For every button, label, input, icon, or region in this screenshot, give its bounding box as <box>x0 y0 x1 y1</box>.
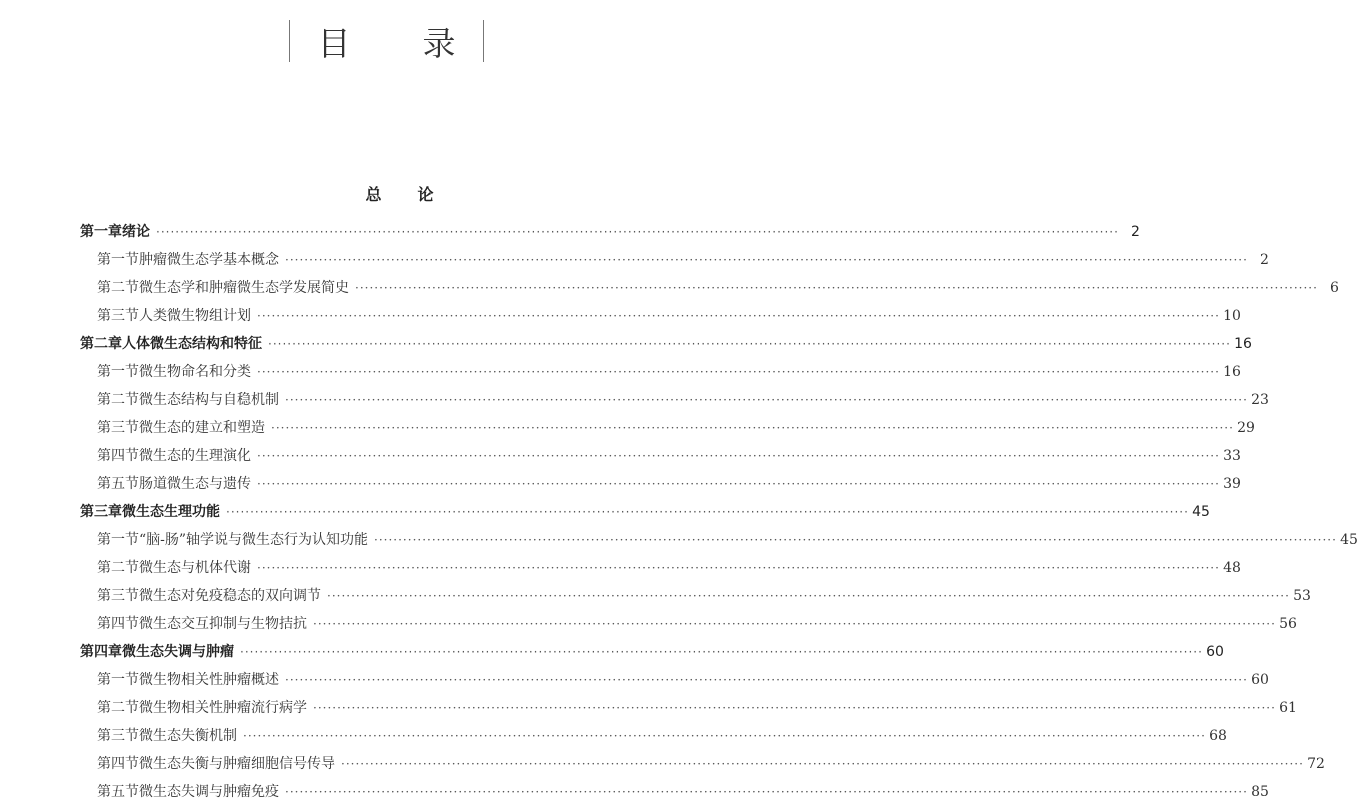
heading-char-2: 录 <box>422 23 456 63</box>
entry-number: 第四节 <box>97 448 139 464</box>
toc-section-entry[interactable] <box>97 358 1241 386</box>
leader-dots: ········································································································································································································ <box>257 365 1220 379</box>
entry-page-number: 72 <box>1307 756 1325 772</box>
entry-number: 第四节 <box>97 616 139 632</box>
leader-dots: ········································································································································································································ <box>156 225 1119 239</box>
section-title: 总论 <box>365 185 470 204</box>
entry-number: 第五节 <box>97 476 139 492</box>
entry-page-number: 2 <box>1259 252 1269 268</box>
toc-chapter-entry[interactable] <box>80 498 1210 526</box>
toc-section-entry[interactable] <box>97 694 1297 722</box>
entry-page-number: 39 <box>1223 476 1241 492</box>
entry-page-number: 60 <box>1251 672 1269 688</box>
leader-dots: ········································································································································································································ <box>285 253 1248 267</box>
entry-title: 绪论 <box>122 224 150 240</box>
entry-title: 微生态生理功能 <box>122 504 220 520</box>
entry-page-number: 60 <box>1206 644 1224 660</box>
page-heading <box>289 20 484 62</box>
toc-section-entry[interactable] <box>97 582 1311 610</box>
entry-title: 微生物相关性肿瘤流行病学 <box>139 700 307 716</box>
toc-chapter-entry[interactable] <box>80 638 1224 666</box>
toc-section-entry[interactable] <box>97 722 1227 750</box>
leader-dots: ········································································································································································································ <box>226 505 1189 519</box>
leader-dots: ········································································································································································································ <box>257 449 1220 463</box>
entry-page-number: 48 <box>1223 560 1241 576</box>
entry-page-number: 61 <box>1279 700 1297 716</box>
entry-title: 肿瘤微生态学基本概念 <box>139 252 279 268</box>
leader-dots: ········································································································································································································ <box>341 757 1304 771</box>
leader-dots: ········································································································································································································ <box>243 729 1206 743</box>
entry-number: 第二章 <box>80 336 122 352</box>
toc-chapter-entry[interactable] <box>80 218 1140 246</box>
leader-dots: ········································································································································································································ <box>257 309 1220 323</box>
leader-dots: ········································································································································································································ <box>268 337 1231 351</box>
entry-number: 第四章 <box>80 644 122 660</box>
leader-dots: ········································································································································································································ <box>257 561 1220 575</box>
leader-dots: ········································································································································································································ <box>313 701 1276 715</box>
toc-section-entry[interactable] <box>97 610 1297 638</box>
entry-title: 微生态对免疫稳态的双向调节 <box>139 588 321 604</box>
entry-number: 第三节 <box>97 308 139 324</box>
toc-chapter-entry[interactable] <box>80 330 1252 358</box>
toc-section-entry[interactable] <box>97 470 1241 498</box>
toc-section-entry[interactable] <box>97 778 1269 806</box>
toc-section-entry[interactable] <box>97 414 1255 442</box>
entry-title: 肠道微生态与遗传 <box>139 476 251 492</box>
entry-number: 第二节 <box>97 392 139 408</box>
entry-title: 微生态学和肿瘤微生态学发展简史 <box>139 280 349 296</box>
entry-number: 第二节 <box>97 560 139 576</box>
entry-page-number: 2 <box>1130 224 1140 240</box>
leader-dots: ········································································································································································································ <box>327 589 1290 603</box>
entry-title: 微生态的建立和塑造 <box>139 420 265 436</box>
entry-number: 第二节 <box>97 700 139 716</box>
leader-dots: ········································································································································································································ <box>313 617 1276 631</box>
leader-dots: ········································································································································································································ <box>271 421 1234 435</box>
entry-page-number: 85 <box>1251 784 1269 800</box>
leader-dots: ········································································································································································································ <box>374 533 1337 547</box>
entry-title: 微生态的生理演化 <box>139 448 251 464</box>
toc-section-entry[interactable] <box>97 246 1269 274</box>
entry-title: 微生态交互抑制与生物拮抗 <box>139 616 307 632</box>
toc-section-entry[interactable] <box>97 442 1241 470</box>
entry-title: 微生物相关性肿瘤概述 <box>139 672 279 688</box>
entry-page-number: 29 <box>1237 420 1255 436</box>
entry-page-number: 68 <box>1209 728 1227 744</box>
toc-section-entry[interactable] <box>97 274 1339 302</box>
entry-page-number: 10 <box>1223 308 1241 324</box>
entry-title: 微生物命名和分类 <box>139 364 251 380</box>
entry-page-number: 33 <box>1223 448 1241 464</box>
heading-char-1: 目 <box>317 23 351 63</box>
leader-dots: ········································································································································································································ <box>285 785 1248 799</box>
leader-dots: ········································································································································································································ <box>355 281 1318 295</box>
leader-dots: ········································································································································································································ <box>240 645 1203 659</box>
entry-number: 第三节 <box>97 420 139 436</box>
toc-section-entry[interactable] <box>97 386 1269 414</box>
entry-number: 第二节 <box>97 280 139 296</box>
entry-number: 第一章 <box>80 224 122 240</box>
leader-dots: ········································································································································································································ <box>257 477 1220 491</box>
entry-number: 第一节 <box>97 532 139 548</box>
entry-title: 人体微生态结构和特征 <box>122 336 262 352</box>
entry-title: “脑-肠”轴学说与微生态行为认知功能 <box>139 532 369 548</box>
entry-title: 人类微生物组计划 <box>139 308 251 324</box>
leader-dots: ········································································································································································································ <box>285 673 1248 687</box>
entry-title: 微生态失衡机制 <box>139 728 237 744</box>
entry-title: 微生态失衡与肿瘤细胞信号传导 <box>139 756 335 772</box>
entry-page-number: 45 <box>1192 504 1210 520</box>
entry-number: 第三节 <box>97 728 139 744</box>
entry-number: 第三章 <box>80 504 122 520</box>
entry-page-number: 23 <box>1251 392 1269 408</box>
entry-page-number: 53 <box>1293 588 1311 604</box>
entry-number: 第一节 <box>97 364 139 380</box>
toc-section-entry[interactable] <box>97 526 1358 554</box>
entry-page-number: 16 <box>1234 336 1252 352</box>
toc-section-entry[interactable] <box>97 554 1241 582</box>
toc-section-entry[interactable] <box>97 666 1269 694</box>
entry-number: 第四节 <box>97 756 139 772</box>
toc-section-entry[interactable] <box>97 750 1325 778</box>
entry-number: 第一节 <box>97 252 139 268</box>
entry-page-number: 56 <box>1279 616 1297 632</box>
leader-dots: ········································································································································································································ <box>285 393 1248 407</box>
entry-page-number: 45 <box>1340 532 1358 548</box>
entry-title: 微生态失调与肿瘤免疫 <box>139 784 279 800</box>
entry-title: 微生态结构与自稳机制 <box>139 392 279 408</box>
entry-page-number: 6 <box>1329 280 1339 296</box>
entry-number: 第三节 <box>97 588 139 604</box>
toc-section-entry[interactable] <box>97 302 1241 330</box>
entry-page-number: 16 <box>1223 364 1241 380</box>
entry-title: 微生态与机体代谢 <box>139 560 251 576</box>
entry-number: 第一节 <box>97 672 139 688</box>
entry-number: 第五节 <box>97 784 139 800</box>
entry-title: 微生态失调与肿瘤 <box>122 644 234 660</box>
